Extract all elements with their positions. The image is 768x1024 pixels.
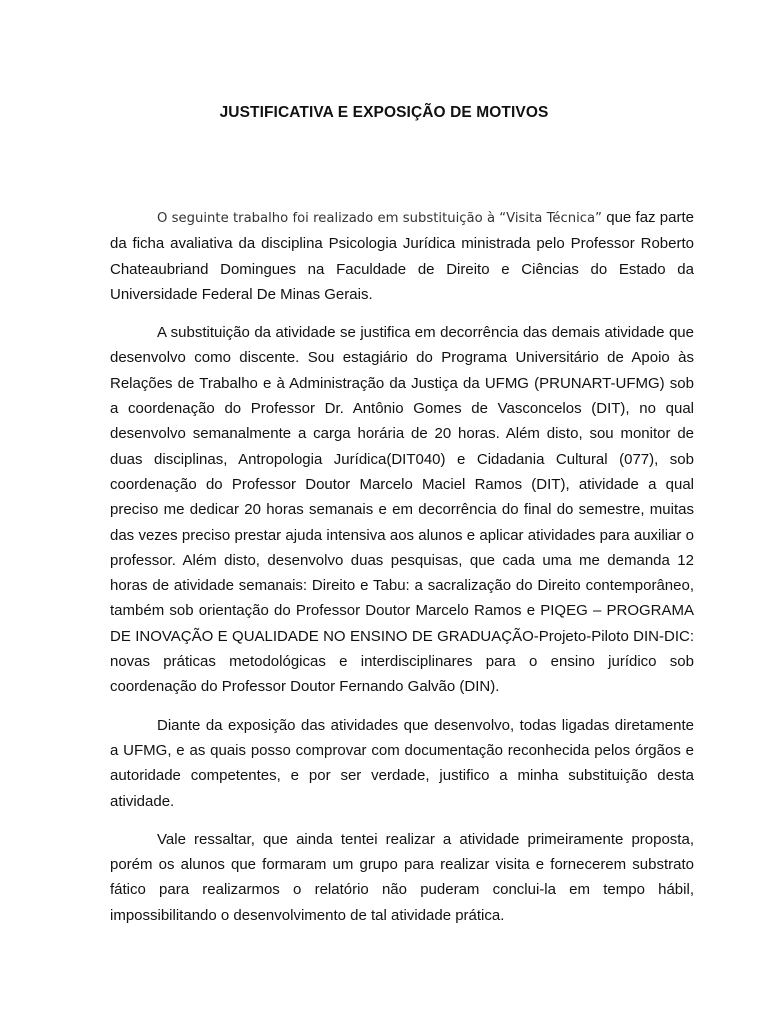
paragraph-1-lead: O seguinte trabalho foi realizado em substituição à “Visita Técnica”	[157, 211, 602, 226]
paragraph-1-text: que faz parte da ficha avaliativa da disciplina Psicologia Jurídica ministrada pelo Professor Roberto Chateaubriand Domingues na Faculdade de Direito e Ciências do Estado da Universidade Federal De Minas Gerais.	[110, 209, 694, 303]
paragraph-3: Diante da exposição das atividades que desenvolvo, todas ligadas diretamente a UFMG, e as quais posso comprovar com documentação reconhecida pelos órgãos e autoridade competentes, e por ser verdade, justifico a minha substituição desta atividade.	[110, 716, 694, 810]
paragraph-1	[110, 205, 694, 307]
paragraph-2: A substituição da atividade se justifica em decorrência das demais atividade que desenvolvo como discente. Sou estagiário do Programa Universitário de Apoio às Relações de Trabalho e à Administração da Justiça da UFMG (PRUNART-UFMG) sob a coordenação do Professor Dr. Antônio Gomes de Vasconcelos (DIT), no qual desenvolvo semanalmente a carga horária de 20 horas. Além disto, sou monitor de duas disciplinas, Antropologia Jurídica(DIT040) e Cidadania Cultural (077), sob coordenação do Professor Doutor Marcelo Maciel Ramos (DIT), atividade a qual preciso me dedicar 20 horas semanais e em decorrência do final do semestre, muitas das vezes preciso prestar ajuda intensiva aos alunos e aplicar atividades para auxiliar o professor. Além disto, desenvolvo duas pesquisas, que cada uma me demanda 12 horas de atividade semanais: Direito e Tabu: a sacralização do Direito contemporâneo, também sob orientação do Professor Doutor Marcelo Ramos e PIQEG – PROGRAMA DE INOVAÇÃO E QUALIDADE NO ENSINO DE GRADUAÇÃO-Projeto-Piloto DIN-DIC: novas práticas metodológicas e interdisciplinares para o ensino jurídico sob coordenação do Professor Doutor Fernando Galvão (DIN).	[110, 324, 694, 696]
paragraph-4: Vale ressaltar, que ainda tentei realizar a atividade primeiramente proposta, porém os alunos que formaram um grupo para realizar visita e fornecerem substrato fático para realizarmos o relatório não puderam conclui-la em tempo hábil, impossibilitando o desenvolvimento de tal atividade prática.	[110, 830, 694, 924]
document-title: JUSTIFICATIVA E EXPOSIÇÃO DE MOTIVOS	[219, 104, 549, 121]
document-body	[110, 205, 694, 941]
